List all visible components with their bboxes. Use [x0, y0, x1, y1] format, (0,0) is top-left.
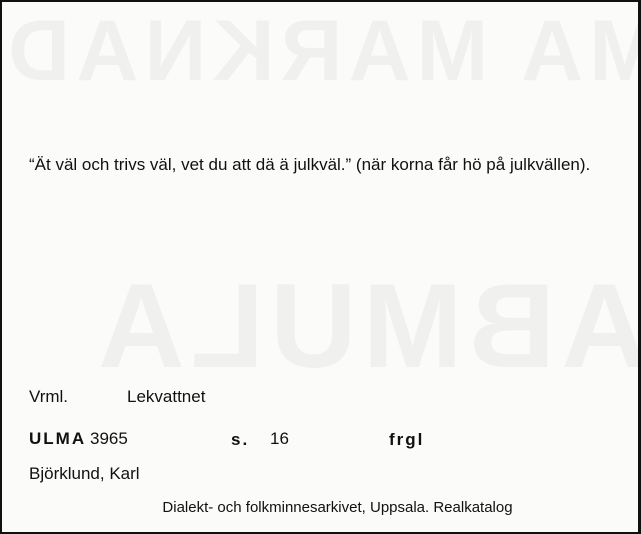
archive-footer: Dialekt- och folkminnesarkivet, Uppsala. Realkatalog	[162, 499, 513, 516]
page-label: s.	[231, 430, 250, 449]
archive-number: 3965	[90, 429, 128, 448]
page-number: 16	[270, 429, 289, 448]
card-quote: “Ät väl och trivs väl, vet du att dä ä julkväl.” (när korna får hö på julkvällen).	[29, 155, 591, 174]
show-through-text-middle	[92, 257, 641, 395]
place-name: Lekvattnet	[127, 387, 206, 406]
province-abbreviation: Vrml.	[29, 387, 69, 406]
archive-label: ULMA	[29, 429, 87, 448]
category-code: frgl	[389, 430, 425, 449]
collector-name: Björklund, Karl	[29, 464, 140, 483]
show-through-text-top	[2, 2, 641, 101]
